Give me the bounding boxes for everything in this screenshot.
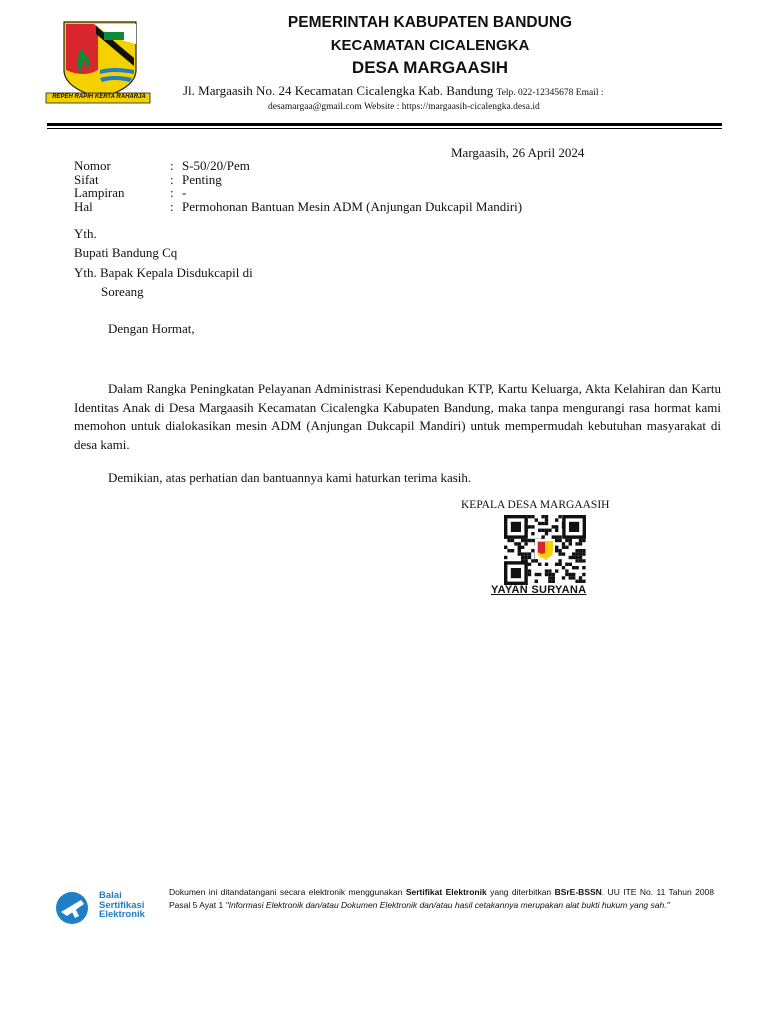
meta-key: Lampiran (74, 185, 125, 200)
letterhead-village: DESA MARGAASIH (351, 58, 509, 77)
meta-value: S-50/20/Pem (182, 158, 250, 173)
letter-meta (74, 159, 522, 213)
bsre-line: Elektronik (99, 909, 145, 920)
meta-row (74, 186, 522, 200)
recipient-salutation: Yth. (74, 226, 97, 241)
recipient-place: Soreang (101, 284, 144, 299)
letterhead-government: PEMERINTAH KABUPATEN BANDUNG (287, 14, 573, 31)
closing-sentence: Demikian, atas perhatian dan bantuannya kami haturkan terima kasih. (108, 470, 472, 485)
meta-sep: : (170, 171, 174, 187)
signature-qr-code (504, 515, 586, 585)
meta-sep: : (170, 198, 174, 214)
phone-text: Telp. 022-12345678 Email : (496, 88, 604, 98)
signer-name: YAYAN SURYANA (491, 584, 587, 596)
signer-title: KEPALA DESA MARGAASIH (461, 499, 610, 511)
meta-row (74, 200, 522, 214)
notice-italic: "Informasi Elektronik dan/atau Dokumen Elektronik dan/atau hasil cetakannya merupakan alat bukti hukum yang sah." (225, 900, 670, 910)
notice-bold: BSrE-BSSN (554, 887, 602, 897)
meta-value: Permohonan Bantuan Mesin ADM (Anjungan Dukcapil Mandiri) (182, 198, 523, 214)
recipient-line: Yth. Bapak Kepala Disdukcapil di (74, 265, 253, 280)
address-text: Jl. Margaasih No. 24 Kecamatan Cicalengka Kab. Bandung (183, 83, 494, 98)
e-signature-notice (169, 886, 714, 912)
meta-key: Hal (74, 198, 93, 214)
notice-text: . UU ITE No. 11 Tahun 2008 Pasal 5 Ayat 1 (169, 887, 715, 910)
bsre-logo-icon (53, 890, 93, 931)
bsre-line: Balai (99, 890, 122, 901)
logo-motto: REPEH RAPIH KERTA RAHARJA (52, 94, 146, 100)
meta-key: Sifat (74, 171, 99, 187)
meta-sep: : (170, 158, 174, 173)
notice-text: Dokumen ini ditandatangani secara elektronik menggunakan (169, 887, 406, 897)
meta-value: - (182, 185, 187, 200)
notice-text: yang diterbitkan (486, 887, 555, 897)
meta-row (74, 159, 522, 173)
letter-date: Margaasih, 26 April 2024 (451, 145, 585, 160)
meta-row (74, 173, 522, 187)
letterhead-rule-thick (47, 123, 722, 126)
letterhead-address (183, 83, 603, 99)
kabupaten-bandung-logo (44, 18, 154, 111)
letterhead-rule-thin (47, 128, 722, 129)
meta-key: Nomor (74, 158, 111, 173)
letterhead-contact: desamargaa@gmail.com Website : https://margaasih-cicalengka.desa.id (268, 102, 540, 112)
bsre-logo-text (99, 891, 145, 920)
notice-bold: Sertifikat Elektronik (405, 887, 487, 897)
meta-sep: : (170, 185, 174, 200)
letterhead-district: KECAMATAN CICALENGKA (330, 37, 530, 54)
body-paragraph: Dalam Rangka Peningkatan Pelayanan Administrasi Kependudukan KTP, Kartu Keluarga, Akta Kelahiran dan Kartu Identitas Anak di Desa Margaasih Kecamatan Cicalengka Kabupaten Bandung, maka tanpa mengurangi rasa hormat kami memohon untuk dialokasikan mesin ADM (Anjungan Dukcapil Mandiri) untuk mempermudah kebutuhan masyarakat di desa kami. (74, 381, 721, 452)
meta-value: Penting (182, 171, 222, 187)
greeting: Dengan Hormat, (108, 321, 195, 336)
recipient-line: Bupati Bandung Cq (74, 245, 178, 260)
bsre-line: Sertifikasi (99, 899, 145, 911)
